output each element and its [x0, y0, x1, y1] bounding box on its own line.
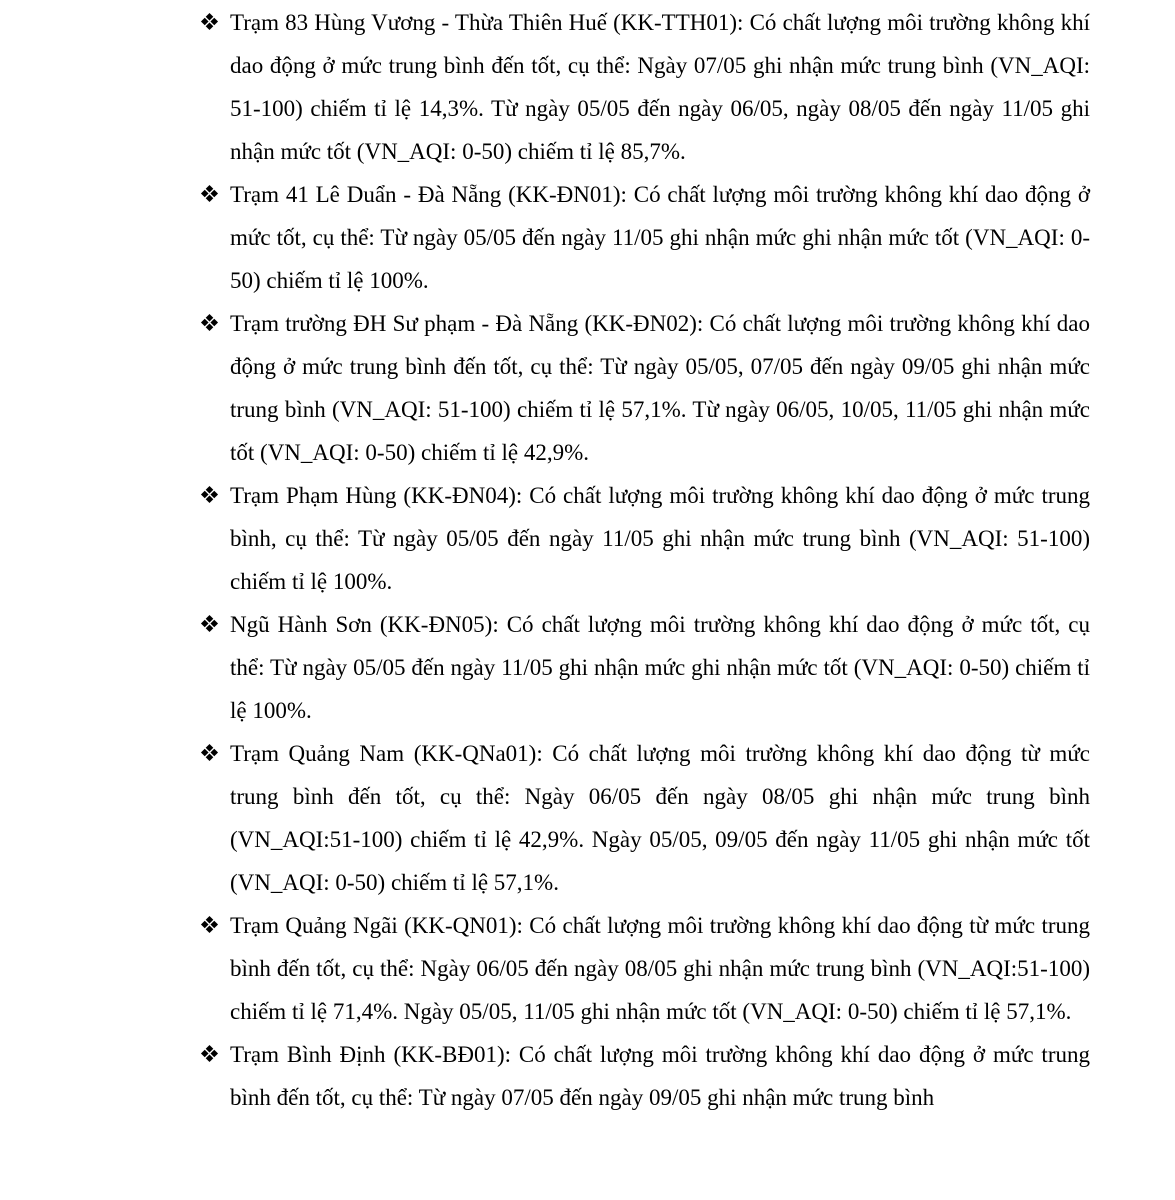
- four-diamond-bullet-icon: [200, 743, 219, 762]
- station-paragraph: Ngũ Hành Sơn (KK-ĐN05): Có chất lượng môi trường không khí dao động ở mức tốt, cụ thể: Từ ngày 05/05 đến ngày 11/05 ghi nhận mức ghi nhận mức tốt (VN_AQI: 0-50) chiếm tỉ lệ 100%.: [230, 612, 1090, 723]
- four-diamond-bullet-icon: [200, 1044, 219, 1063]
- four-diamond-bullet-icon: [200, 12, 219, 31]
- four-diamond-bullet-icon: [200, 915, 219, 934]
- list-item: [200, 474, 1090, 603]
- list-item: [200, 603, 1090, 732]
- station-paragraph: Trạm Bình Định (KK-BĐ01): Có chất lượng môi trường không khí dao động ở mức trung bình đến tốt, cụ thể: Từ ngày 07/05 đến ngày 09/05 ghi nhận mức trung bình: [230, 1042, 1090, 1110]
- station-paragraph: Trạm Quảng Nam (KK-QNa01): Có chất lượng môi trường không khí dao động từ mức trung bình đến tốt, cụ thể: Ngày 06/05 đến ngày 08/05 ghi nhận mức trung bình (VN_AQI:51-100) chiếm tỉ lệ 42,9%. Ngày 05/05, 09/05 đến ngày 11/05 ghi nhận mức tốt (VN_AQI: 0-50) chiếm tỉ lệ 57,1%.: [230, 741, 1090, 895]
- list-item: [200, 173, 1090, 302]
- list-item: [200, 904, 1090, 1033]
- four-diamond-bullet-icon: [200, 485, 219, 504]
- station-paragraph: Trạm Quảng Ngãi (KK-QN01): Có chất lượng môi trường không khí dao động từ mức trung bình đến tốt, cụ thể: Ngày 06/05 đến ngày 08/05 ghi nhận mức trung bình (VN_AQI:51-100) chiếm tỉ lệ 71,4%. Ngày 05/05, 11/05 ghi nhận mức tốt (VN_AQI: 0-50) chiếm tỉ lệ 57,1%.: [230, 913, 1090, 1024]
- station-paragraph: Trạm 83 Hùng Vương - Thừa Thiên Huế (KK-TTH01): Có chất lượng môi trường không khí dao động ở mức trung bình đến tốt, cụ thể: Ngày 07/05 ghi nhận mức trung bình (VN_AQI: 51-100) chiếm tỉ lệ 14,3%. Từ ngày 05/05 đến ngày 06/05, ngày 08/05 đến ngày 11/05 ghi nhận mức tốt (VN_AQI: 0-50) chiếm tỉ lệ 85,7%.: [230, 10, 1090, 164]
- list-item: [200, 732, 1090, 904]
- list-item: [200, 1, 1090, 173]
- station-paragraph: Trạm trường ĐH Sư phạm - Đà Nẵng (KK-ĐN02): Có chất lượng môi trường không khí dao động ở mức trung bình đến tốt, cụ thể: Từ ngày 05/05, 07/05 đến ngày 09/05 ghi nhận mức trung bình (VN_AQI: 51-100) chiếm tỉ lệ 57,1%. Từ ngày 06/05, 10/05, 11/05 ghi nhận mức tốt (VN_AQI: 0-50) chiếm tỉ lệ 42,9%.: [230, 311, 1090, 465]
- station-paragraph: Trạm Phạm Hùng (KK-ĐN04): Có chất lượng môi trường không khí dao động ở mức trung bình, cụ thể: Từ ngày 05/05 đến ngày 11/05 ghi nhận mức trung bình (VN_AQI: 51-100) chiếm tỉ lệ 100%.: [230, 483, 1090, 594]
- four-diamond-bullet-icon: [200, 614, 219, 633]
- list-item: [200, 1033, 1090, 1119]
- list-item: [200, 302, 1090, 474]
- station-paragraph: Trạm 41 Lê Duẩn - Đà Nẵng (KK-ĐN01): Có chất lượng môi trường không khí dao động ở mức tốt, cụ thể: Từ ngày 05/05 đến ngày 11/05 ghi nhận mức ghi nhận mức tốt (VN_AQI: 0-50) chiếm tỉ lệ 100%.: [230, 182, 1090, 293]
- four-diamond-bullet-icon: [200, 184, 219, 203]
- four-diamond-bullet-icon: [200, 313, 219, 332]
